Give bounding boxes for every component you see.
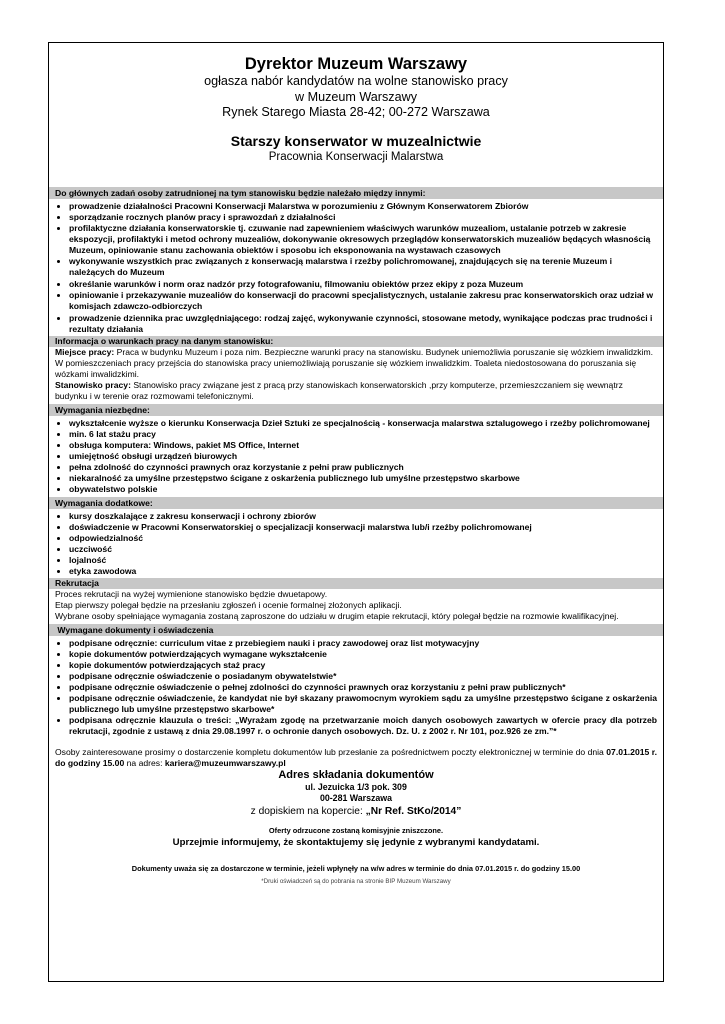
duties-heading: Do głównych zadań osoby zatrudnionej na tym stanowisku będzie należało między innymi: bbox=[49, 187, 663, 199]
submission-text-a: Osoby zainteresowane prosimy o dostarczenie kompletu dokumentów lub przesłanie za pośrednictwem poczty elektronicznej w terminie do dnia bbox=[55, 746, 607, 757]
address-title: Adres składania dokumentów bbox=[278, 768, 434, 781]
list-item: • odpowiedzialność bbox=[69, 533, 657, 544]
submission-email: kariera@muzeumwarszawy.pl bbox=[164, 757, 286, 768]
recruitment-line-3: Wybrane osoby spełniające wymagania zostaną zaproszone do udziału w drugim etapie rekrutacji, który polegał będzie na rozmowie kwalifikacyjnej. bbox=[55, 610, 619, 621]
work-place-label: Miejsce pracy: bbox=[55, 346, 115, 357]
additional-heading: Wymagania dodatkowe: bbox=[49, 497, 663, 509]
list-item: • wykształcenie wyższe o kierunku Konserwacja Dzieł Sztuki ze specjalnością - konserwacja malarstwa sztalugowego i rzeźby polichromowanej bbox=[69, 418, 657, 429]
list-item: • uczciwość bbox=[69, 544, 657, 555]
recruitment-heading: Rekrutacja bbox=[49, 578, 663, 589]
header-line-2: w Muzeum Warszawy bbox=[295, 89, 417, 104]
announcement-page bbox=[48, 42, 664, 982]
list-item: • określanie warunków i norm oraz nadzór przy fotografowaniu, filmowaniu obiektów przez ekipy z poza Muzeum bbox=[69, 279, 657, 290]
list-item: • lojalność bbox=[69, 555, 657, 566]
reference-line bbox=[49, 805, 663, 818]
list-item: • kopie dokumentów potwierdzających staż pracy bbox=[69, 660, 657, 671]
footnote bbox=[49, 877, 663, 886]
required-list bbox=[49, 418, 663, 495]
list-item: • umiejętność obsługi urządzeń biurowych bbox=[69, 451, 657, 462]
list-item: • obywatelstwo polskie bbox=[69, 484, 657, 495]
submission-text-b: na adres: bbox=[124, 757, 165, 768]
list-item: • podpisane odręcznie oświadczenie, że kandydat nie był skazany prawomocnym wyrokiem sądu za umyślne przestępstwo ścigane z oskarżenia publicznego lub umyślne przestępstwo skarbowe* bbox=[69, 693, 657, 715]
bip-link[interactable]: stronie BIP Muzeum Warszawy bbox=[365, 877, 451, 885]
list-item: • opiniowanie i przekazywanie muzealiów do konserwacji do pracowni specjalistycznych, ustalanie zakresu prac konserwatorskich oraz udział w komisjach zdawczo-odbiorczych bbox=[69, 290, 657, 312]
documents-heading: Wymagane dokumenty i oświadczenia bbox=[49, 624, 663, 636]
documents-list bbox=[49, 638, 663, 737]
page-title: Dyrektor Muzeum Warszawy bbox=[244, 55, 468, 73]
list-item: • sporządzanie rocznych planów pracy i sprawozdań z działalności bbox=[69, 212, 657, 223]
list-item: • prowadzenie dziennika prac uwzględniającego: rodzaj zajęć, wykonywanie czynności, stosowane metody, wynikające podczas prac trudności i rezultaty działania bbox=[69, 313, 657, 335]
work-post-paragraph bbox=[49, 380, 663, 402]
list-item: • prowadzenie działalności Pracowni Konserwacji Malarstwa w porozumieniu z Głównym Konserwatorem Zbiorów bbox=[69, 201, 657, 212]
address-street: ul. Jezuicka 1/3 pok. 309 bbox=[305, 781, 407, 792]
list-item: • doświadczenie w Pracowni Konserwatorskiej o specjalizacji konserwacji malarstwa lub/i rzeźby polichromowanej bbox=[69, 522, 657, 533]
submission-deadline: 07.01.2015 r. do godziny 15.00 bbox=[55, 746, 657, 768]
contact-note: Uprzejmie informujemy, że skontaktujemy się jedynie z wybranymi kandydatami. bbox=[172, 836, 540, 848]
header-line-1: ogłasza nabór kandydatów na wolne stanowisko pracy bbox=[204, 74, 508, 88]
list-item: • kursy doszkalające z zakresu konserwacji i ochrony zbiorów bbox=[69, 511, 657, 522]
reference-prefix: z dopiskiem na kopercie: bbox=[250, 805, 366, 817]
conditions-heading: Informacja o warunkach pracy na danym stanowisku: bbox=[49, 336, 663, 347]
list-item: • wykonywanie wszystkich prac związanych z konserwacją malarstwa i rzeźby polichromowanej, znajdujących się na terenie Muzeum i należących do Muzeum bbox=[69, 256, 657, 278]
additional-list bbox=[49, 511, 663, 577]
required-heading: Wymagania niezbędne: bbox=[49, 404, 663, 416]
list-item: • kopie dokumentów potwierdzających wymagane wykształcenie bbox=[69, 649, 657, 660]
work-post-label: Stanowisko pracy: bbox=[55, 379, 131, 390]
list-item: • podpisane odręcznie: curriculum vitae z przebiegiem nauki i pracy zawodowej oraz list motywacyjny bbox=[69, 638, 657, 649]
list-item: • profilaktyczne działania konserwatorskie tj. czuwanie nad zapewnieniem właściwych warunków muzealiom, ustalanie potrzeb w zakresie ekspozycji, profilaktyki i metod ochrony muzealiów, dokonywanie okresowych przeglądów konserwatorskich muzealiów będących własnością Muzeum, opiniowanie stanu zachowania obiektów i sposobu ich eksponowania na wystawach czasowych bbox=[69, 223, 657, 256]
list-item: • niekaralność za umyślne przestępstwo ścigane z oskarżenia publicznego lub umyślne przestępstwo skarbowe bbox=[69, 473, 657, 484]
list-item: • podpisana odręcznie klauzula o treści: „Wyrażam zgodę na przetwarzanie moich danych osobowych zawartych w ofercie pracy dla potrzeb rekrutacji, zgodnie z ustawą z dnia 29.08.1997 r. o ochronie danych osobowych. Dz. U. z 2002 r. Nr 101, poz.926 ze zm.”* bbox=[69, 715, 657, 737]
submission-paragraph bbox=[49, 747, 663, 769]
work-place-text: Praca w budynku Muzeum i poza nim. Bezpieczne warunki pracy na stanowisku. Budynek uniemożliwia poruszanie się wózkiem inwalidzkim. W pomieszczeniach pracy przejścia do stanowiska pracy uniemożliwiają poruszanie się wózkiem inwalidzkim. Toaleta niedostosowana do poruszania się wózkami inwalidzkimi. bbox=[55, 346, 654, 379]
department-name: Pracownia Konserwacji Malarstwa bbox=[268, 150, 444, 163]
footnote-text: *Druki oświadczeń są do pobrania na bbox=[261, 877, 366, 885]
recruitment-line-2: Etap pierwszy polegał będzie na przesłaniu zgłoszeń i ocenie formalnej złożonych aplikacji. bbox=[55, 599, 402, 610]
reference-number: „Nr Ref. StKo/2014” bbox=[365, 805, 462, 817]
deadline-note: Dokumenty uważa się za dostarczone w terminie, jeżeli wpłynęły na w/w adres w terminie do dnia 07.01.2015 r. do godziny 15.00 bbox=[131, 863, 581, 873]
position-title: Starszy konserwator w muzealnictwie bbox=[230, 132, 482, 149]
list-item: • podpisane odręcznie oświadczenie o pełnej zdolności do czynności prawnych oraz korzystaniu z pełni praw publicznych* bbox=[69, 682, 657, 693]
address-city: 00-281 Warszawa bbox=[319, 793, 393, 803]
list-item: • obsługa komputera: Windows, pakiet MS Office, Internet bbox=[69, 440, 657, 451]
list-item: • etyka zawodowa bbox=[69, 566, 657, 577]
list-item: • podpisane odręcznie oświadczenie o posiadanym obywatelstwie* bbox=[69, 671, 657, 682]
rejected-note: Oferty odrzucone zostaną komisyjnie zniszczone. bbox=[268, 825, 444, 835]
header bbox=[49, 54, 663, 164]
work-post-text: Stanowisko pracy związane jest z pracą przy stanowiskach konserwatorskich ,przy komputerze, przemieszczaniem się wewnątrz budynku i w terenie oraz rozmowami telefonicznymi. bbox=[55, 379, 623, 401]
work-place-paragraph bbox=[49, 347, 663, 380]
recruitment-line-1: Proces rekrutacji na wyżej wymienione stanowisko będzie dwuetapowy. bbox=[55, 588, 328, 599]
duties-list bbox=[49, 201, 663, 335]
list-item: • pełna zdolność do czynności prawnych oraz korzystanie z pełni praw publicznych bbox=[69, 462, 657, 473]
list-item: • min. 6 lat stażu pracy bbox=[69, 429, 657, 440]
header-address: Rynek Starego Miasta 28-42; 00-272 Warszawa bbox=[222, 105, 490, 119]
